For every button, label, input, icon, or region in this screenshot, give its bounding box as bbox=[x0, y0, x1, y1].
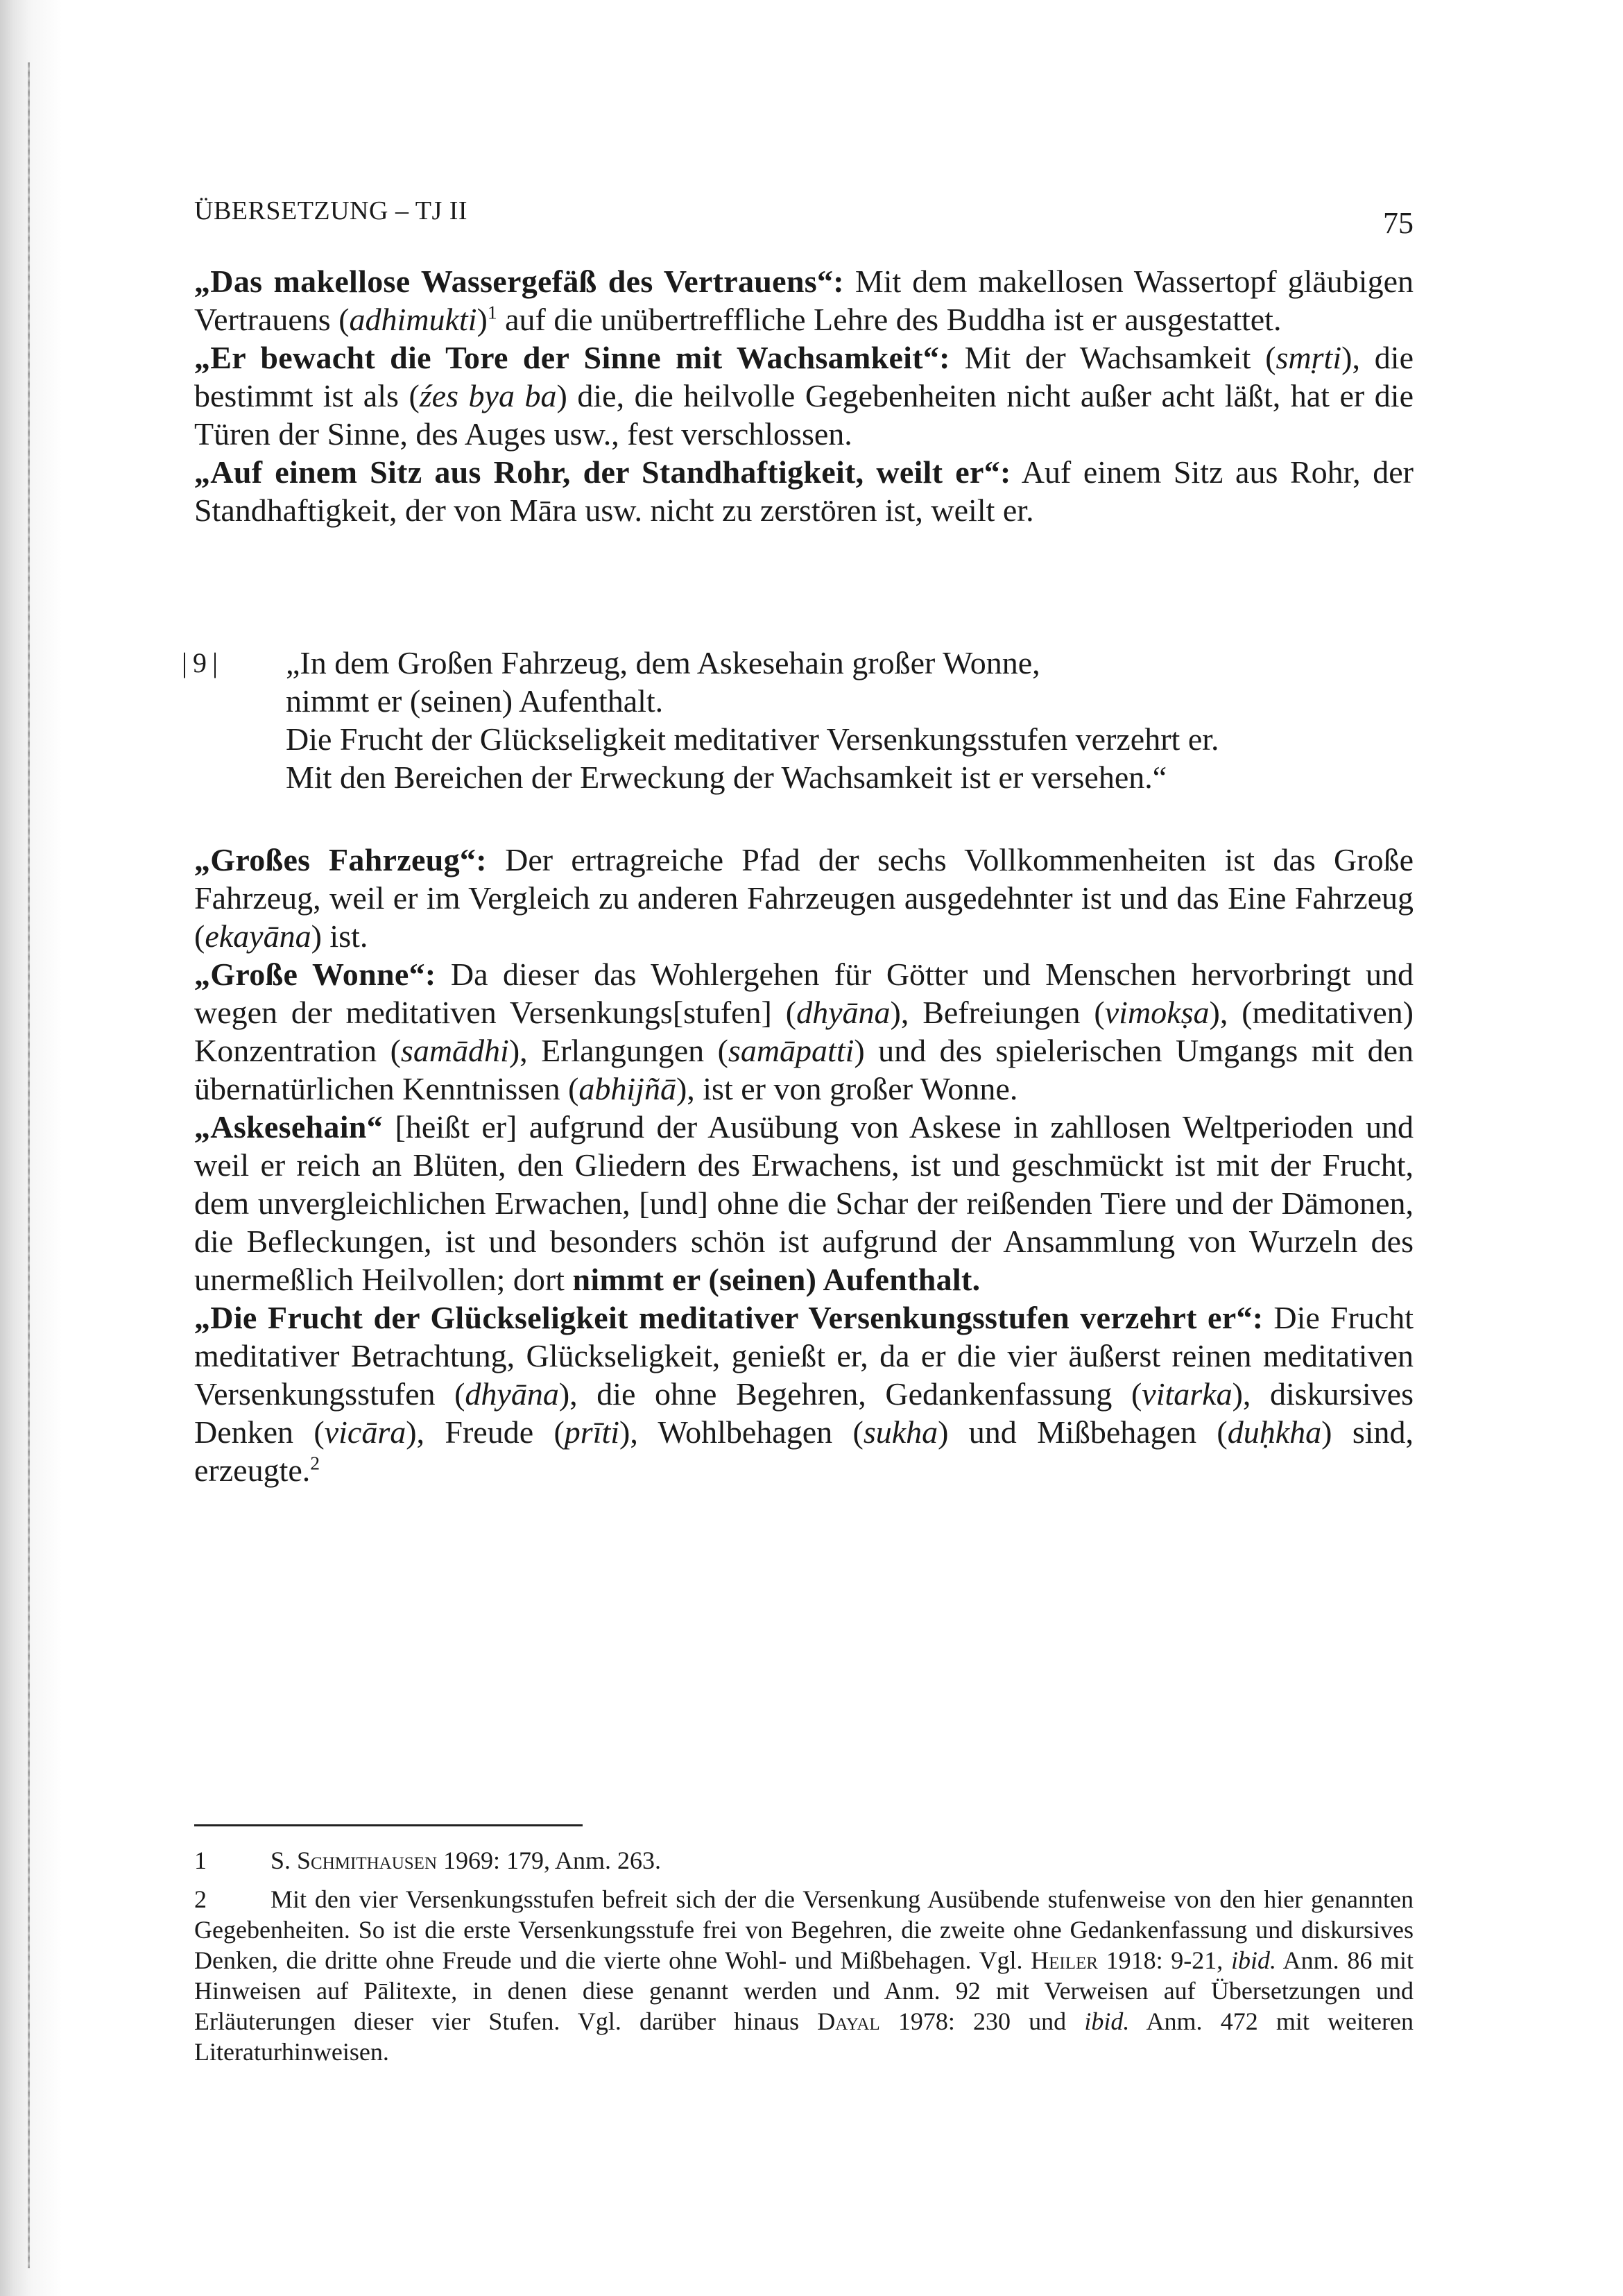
verse-line: „In dem Großen Fahrzeug, dem Askesehain großer Wonne, bbox=[286, 645, 1040, 680]
lemma: „Er bewacht die Tore der Sinne mit Wachsamkeit“: bbox=[194, 340, 950, 375]
paragraph-sense-gates: „Er bewacht die Tore der Sinne mit Wachsamkeit“: Mit der Wachsamkeit (smṛti), die bestimmt ist als (źes bya ba) die, die heilvolle Gegebenheiten nicht außer acht läßt, hat er die Türen der Sinne, des Auges usw., fest verschlossen. bbox=[194, 340, 1414, 452]
lemma: „Großes Fahrzeug“: bbox=[194, 842, 487, 877]
lemma: „Askesehain“ bbox=[194, 1109, 383, 1145]
verse-line: Die Frucht der Glückseligkeit meditativer Versenkungsstufen verzehrt er. bbox=[286, 721, 1219, 757]
footnote-number: 1 bbox=[194, 1847, 207, 1874]
paragraph-reed-seat: „Auf einem Sitz aus Rohr, der Standhaftigkeit, weilt er“: Auf einem Sitz aus Rohr, der Standhaftigkeit, der von Māra usw. nicht zu zerstören ist, weilt er. bbox=[194, 454, 1414, 528]
paragraph-ascetic-grove: „Askesehain“ [heißt er] aufgrund der Ausübung von Askese in zahllosen Weltperioden und weil er reich an Blüten, den Gliedern des Erwachens, ist und geschmückt ist mit der Frucht, dem unvergleichlichen Erwachen, [und] ohne die Schar der reißenden Tiere und der Dämonen, die Befleckungen, ist und besonders schön ist aufgrund der Ansammlung von Wurzeln des unermeßlich Heilvollen; dort nimmt er (seinen) Aufenthalt. bbox=[194, 1109, 1414, 1297]
footnote-2: 2 Mit den vier Versenkungsstufen befreit sich der die Versenkung Ausübende stufenweise von den hier genannten Gegebenheiten. So ist die erste Versenkungsstufe frei von Begehren, die zweite ohne Gedankenfassung und diskursives Denken, die dritte ohne Freude und die vierte ohne Wohl- und Mißbehagen. Vgl. Heiler 1918: 9-21, ibid. Anm. 86 mit Hinweisen auf Pālitexte, in denen diese genannt werden und Anm. 92 mit Verweisen auf Übersetzungen und Erläuterungen dieser vier Stufen. Vgl. darüber hinaus Dayal 1978: 230 und ibid. Anm. 472 mit weiteren Literaturhinweisen. bbox=[194, 1885, 1414, 2066]
lemma: „Große Wonne“: bbox=[194, 957, 436, 992]
paragraph-fruit-of-bliss: „Die Frucht der Glückseligkeit meditativer Versenkungsstufen verzehrt er“: Die Frucht meditativer Betrachtung, Glückseligkeit, genießt er, da er die vier äußerst reinen meditativen Versenkungsstufen (dhyāna), die ohne Begehren, Gedankenfassung (vitarka), diskursives Denken (vicāra), Freude (prīti), Wohlbehagen (sukha) und Mißbehagen (duḥkha) sind, erzeugte.$^2$ bbox=[194, 1300, 1414, 1488]
footnote-1: 1 S. Schmithausen 1969: 179, Anm. 263. bbox=[194, 1847, 662, 1874]
verse-number: |9| bbox=[182, 647, 224, 678]
paragraph-water-vessel: „Das makellose Wassergefäß des Vertrauens“: Mit dem makellosen Wassertopf gläubigen Vertrauens (adhimukti)$^1$ auf die unübertreffliche Lehre des Buddha ist er ausgestattet. bbox=[194, 264, 1414, 337]
scan-binding-edge bbox=[0, 0, 62, 2296]
footnote-number: 2 bbox=[194, 1885, 207, 1913]
verse-line: nimmt er (seinen) Aufenthalt. bbox=[286, 683, 664, 719]
page-header bbox=[194, 196, 1414, 240]
lemma: „Die Frucht der Glückseligkeit meditativer Versenkungsstufen verzehrt er“: bbox=[194, 1300, 1264, 1335]
running-head: ÜBERSETZUNG – TJ II bbox=[194, 196, 468, 225]
paragraph-great-vehicle: „Großes Fahrzeug“: Der ertragreiche Pfad der sechs Vollkommenheiten ist das Große Fahrzeug, weil er im Vergleich zu anderen Fahrzeugen ausgedehnter ist und das Eine Fahrzeug (ekayāna) ist. bbox=[194, 842, 1414, 954]
section-commentary-2 bbox=[194, 841, 1414, 1489]
footnotes bbox=[194, 1845, 1414, 2075]
lemma: „Das makellose Wassergefäß des Vertrauens“: bbox=[194, 264, 844, 299]
page-number: 75 bbox=[1383, 206, 1414, 240]
lemma: „Auf einem Sitz aus Rohr, der Standhaftigkeit, weilt er“: bbox=[194, 454, 1011, 490]
footnote-ref-2[interactable]: 2 bbox=[310, 1452, 320, 1474]
footnote-ref-1[interactable]: 1 bbox=[487, 301, 497, 323]
section-commentary-1 bbox=[194, 262, 1414, 529]
paragraph-great-bliss: „Große Wonne“: Da dieser das Wohlergehen für Götter und Menschen hervorbringt und wegen der meditativen Versenkungs[stufen] (dhyāna), Befreiungen (vimokṣa), (meditativen) Konzentration (samādhi), Erlangungen (samāpatti) und des spielerischen Umgangs mit den übernatürlichen Kenntnissen (abhijñā), ist er von großer Wonne. bbox=[194, 957, 1414, 1106]
footnote-separator bbox=[194, 1824, 583, 1826]
verse-lines bbox=[286, 644, 1430, 796]
verse-line: Mit den Bereichen der Erweckung der Wachsamkeit ist er versehen.“ bbox=[286, 760, 1167, 795]
